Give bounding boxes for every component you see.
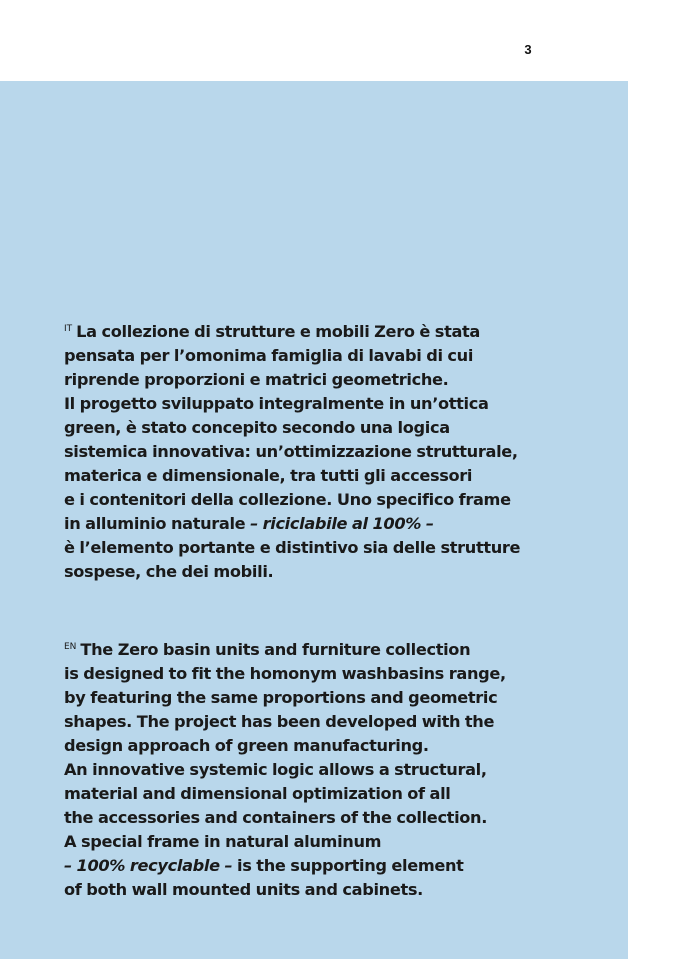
page-number: 3 (524, 42, 532, 57)
italic-phrase: – riciclabile al 100% – (250, 514, 434, 533)
language-tag-it: IT (64, 324, 73, 334)
text-line-content: La collezione di strutture e mobili Zero è stata (76, 322, 481, 341)
text-line: Il progetto sviluppato integralmente in un’ottica (64, 394, 489, 413)
text-line: is designed to fit the homonym washbasins range, (64, 664, 506, 683)
text-line (64, 512, 516, 536)
text-line (64, 854, 516, 878)
text-line (64, 317, 516, 344)
text-line: by featuring the same proportions and geometric (64, 688, 498, 707)
text-line: A special frame in natural aluminum (64, 832, 382, 851)
italian-text-block (64, 317, 521, 584)
text-line: sospese, che dei mobili. (64, 562, 274, 581)
english-text-block (64, 635, 516, 902)
text-line: design approach of green manufacturing. (64, 736, 429, 755)
text-line: sistemica innovativa: un’ottimizzazione strutturale, (64, 442, 518, 461)
text-line-content: is the supporting element (232, 856, 464, 875)
text-line-content: in alluminio naturale (64, 514, 251, 533)
text-line: è l’elemento portante e distintivo sia delle strutture (64, 538, 521, 557)
text-line: pensata per l’omonima famiglia di lavabi di cui (64, 346, 474, 365)
text-line: the accessories and containers of the collection. (64, 808, 488, 827)
text-line: e i contenitori della collezione. Uno specifico frame (64, 490, 511, 509)
italic-phrase: – 100% recyclable – (64, 856, 233, 875)
text-line: An innovative systemic logic allows a structural, (64, 760, 487, 779)
text-line: materica e dimensionale, tra tutti gli accessori (64, 466, 473, 485)
text-line (64, 635, 516, 662)
text-line: material and dimensional optimization of all (64, 784, 451, 803)
text-line: shapes. The project has been developed with the (64, 712, 495, 731)
text-line-content: The Zero basin units and furniture collection (80, 640, 471, 659)
language-tag-en: EN (64, 642, 77, 652)
text-line: green, è stato concepito secondo una logica (64, 418, 450, 437)
text-line: of both wall mounted units and cabinets. (64, 880, 423, 899)
text-line: riprende proporzioni e matrici geometriche. (64, 370, 449, 389)
